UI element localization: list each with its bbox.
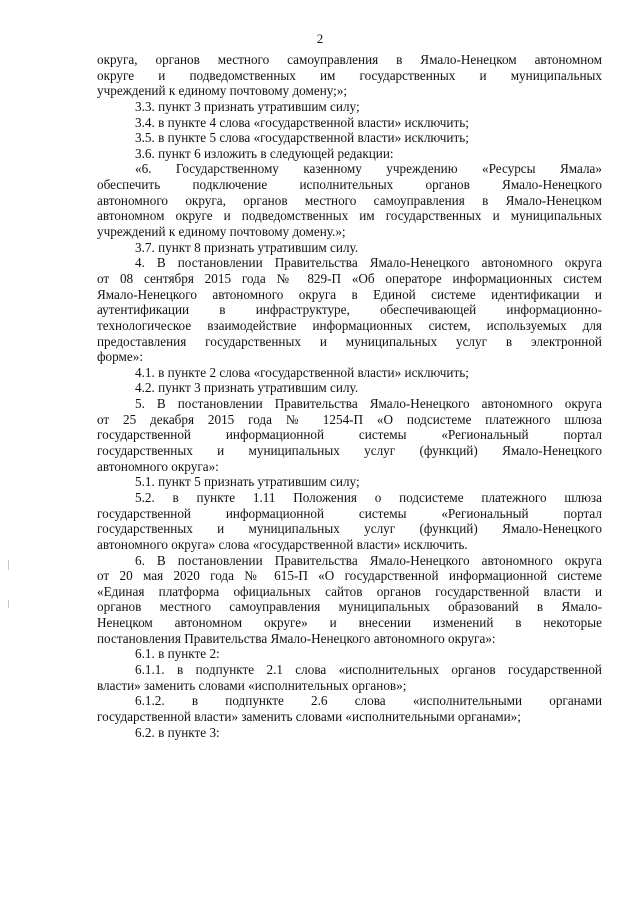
text-line: 5.2. в пункте 1.11 Положения о подсистеме платежного шлюза (135, 489, 602, 505)
text-line: государственной информационной системы «Региональный портал (97, 505, 602, 521)
text-line: технологическое взаимодействие информационных систем, используемых для (97, 317, 602, 333)
text-line: форме»: (97, 349, 143, 365)
scan-margin-mark (8, 600, 9, 608)
text-line: 3.5. в пункте 5 слова «государственной власти» исключить; (135, 130, 469, 146)
text-line: государственной информационной системы «Региональный портал (97, 427, 602, 443)
text-line: 6. В постановлении Правительства Ямало-Ненецкого автономного округа (135, 552, 602, 568)
text-line: от 25 декабря 2015 года № 1254-П «О подсистеме платежного шлюза (97, 411, 602, 427)
text-line: 6.1.2. в подпункте 2.6 слова «исполнительными органами (135, 693, 602, 709)
text-line: автономного округа»: (97, 458, 219, 474)
text-line: 6.2. в пункте 3: (135, 724, 220, 740)
text-line: государственных и муниципальных услуг (функций) Ямало-Ненецкого (97, 443, 602, 459)
text-line: Ненецком автономном округе» и внесении изменений в некоторые (97, 615, 602, 631)
text-line: 5. В постановлении Правительства Ямало-Ненецкого автономного округа (135, 396, 602, 412)
text-line: учреждений к единому почтовому домену;»; (97, 83, 348, 99)
text-line: учреждений к единому почтовому домену.»; (97, 224, 346, 240)
text-line: 3.3. пункт 3 признать утратившим силу; (135, 98, 360, 114)
text-line: «6. Государственному казенному учреждению «Ресурсы Ямала» (135, 161, 602, 177)
text-line: 5.1. пункт 5 признать утратившим силу; (135, 474, 360, 490)
text-line: аутентификации в инфраструктуре, обеспечивающей информационно- (97, 302, 602, 318)
text-line: «Единая платформа официальных сайтов органов государственной власти и (97, 583, 602, 599)
text-line: от 08 сентября 2015 года № 829-П «Об операторе информационных систем (97, 270, 602, 286)
text-line: автономного округа» слова «государственной власти» исключить. (97, 536, 468, 552)
text-line: 3.4. в пункте 4 слова «государственной власти» исключить; (135, 114, 469, 130)
document-body (97, 52, 602, 740)
text-line: обеспечить подключение исполнительных органов Ямало-Ненецкого (97, 177, 602, 193)
text-line: государственных и муниципальных услуг (функций) Ямало-Ненецкого (97, 521, 602, 537)
page-number: 2 (316, 31, 324, 46)
text-line: постановления Правительства Ямало-Ненецкого автономного округа»: (97, 630, 496, 646)
scan-margin-mark (8, 560, 9, 570)
text-line: 4.2. пункт 3 признать утратившим силу. (135, 380, 359, 396)
text-line: 6.1. в пункте 2: (135, 646, 220, 662)
text-line: государственной власти» заменить словами «исполнительными органами»; (97, 708, 521, 724)
text-line: 6.1.1. в подпункте 2.1 слова «исполнительных органов государственной (135, 661, 602, 677)
text-line: предоставления государственных и муниципальных услуг в электронной (97, 333, 602, 349)
text-line: округе и подведомственных им государственных и муниципальных (97, 67, 602, 83)
text-line: 3.7. пункт 8 признать утратившим силу. (135, 239, 359, 255)
text-line: 4.1. в пункте 2 слова «государственной власти» исключить; (135, 364, 469, 380)
text-line: автономного округа, органов местного самоуправления в Ямало-Ненецком (97, 192, 602, 208)
text-line: 4. В постановлении Правительства Ямало-Ненецкого автономного округа (135, 255, 602, 271)
text-line: органов местного самоуправления муниципальных образований в Ямало- (97, 599, 602, 615)
text-line: от 20 мая 2020 года № 615-П «О государственной информационной системе (97, 568, 602, 584)
text-line: 3.6. пункт 6 изложить в следующей редакции: (135, 145, 394, 161)
text-line: Ямало-Ненецкого автономного округа в Единой системе идентификации и (97, 286, 602, 302)
text-line: автономном округе и подведомственных им государственных и муниципальных (97, 208, 602, 224)
text-line: округа, органов местного самоуправления в Ямало-Ненецком автономном (97, 52, 602, 67)
text-line: власти» заменить словами «исполнительных органов»; (97, 677, 407, 693)
